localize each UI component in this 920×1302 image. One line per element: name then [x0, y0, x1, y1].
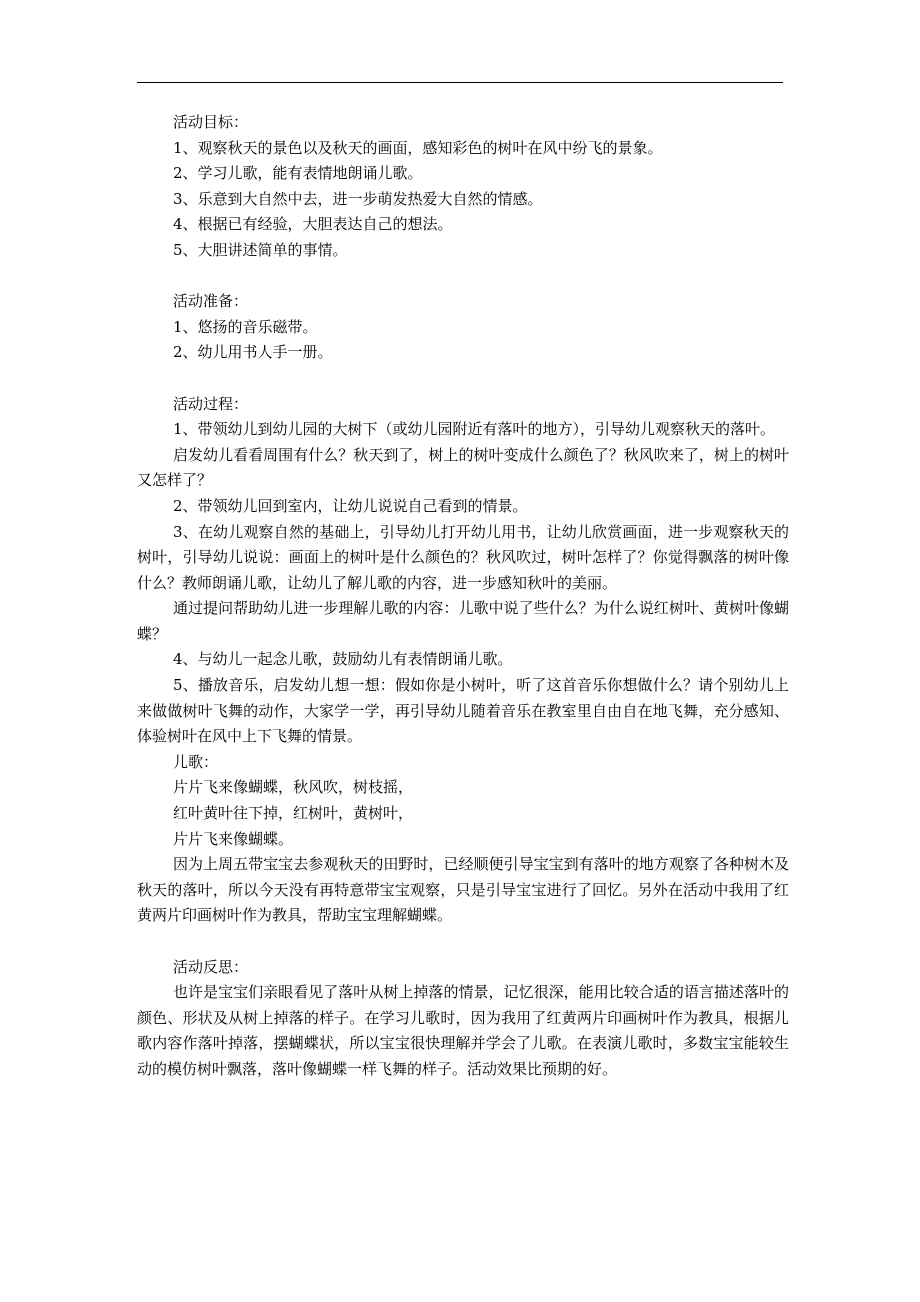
process-paragraph: 4、与幼儿一起念儿歌，鼓励幼儿有表情朗诵儿歌。 — [173, 650, 513, 669]
goals-section — [137, 110, 789, 264]
poem-line: 红叶黄叶往下掉，红树叶，黄树叶， — [173, 804, 414, 823]
preparation-item: 1、悠扬的音乐磁带。 — [173, 317, 318, 336]
goal-item: 3、乐意到大自然中去，进一步萌发热爱大自然的情感。 — [173, 189, 543, 208]
process-paragraph: 启发幼儿看看周围有什么？秋天到了，树上的树叶变成什么颜色了？秋风吹来了，树上的树叶又怎样了？ — [137, 445, 789, 490]
process-paragraph: 5、播放音乐，启发幼儿想一想：假如你是小树叶，听了这首音乐你想做什么？请个别幼儿上来做做树叶飞舞的动作，大家学一学，再引导幼儿随着音乐在教室里自由自在地飞舞，充分感知、体验树叶在风中上下飞舞的情景。 — [137, 676, 789, 746]
poem-line: 片片飞来像蝴蝶，秋风吹，树枝摇， — [173, 778, 414, 797]
goal-item: 1、观察秋天的景色以及秋天的画面，感知彩色的树叶在风中纷飞的景象。 — [173, 138, 663, 157]
preparation-section — [137, 289, 789, 366]
goal-item: 5、大胆讲述简单的事情。 — [173, 240, 348, 259]
process-paragraph: 3、在幼儿观察自然的基础上，引导幼儿打开幼儿用书，让幼儿欣赏画面，进一步观察秋天的树叶，引导幼儿说说：画面上的树叶是什么颜色的？秋风吹过，树叶怎样了？你觉得飘落的树叶像什么？教师朗诵儿歌，让幼儿了解儿歌的内容，进一步感知秋叶的美丽。 — [137, 522, 789, 592]
section-gap — [137, 366, 789, 392]
process-paragraph: 1、带领幼儿到幼儿园的大树下（或幼儿园附近有落叶的地方），引导幼儿观察秋天的落叶。 — [173, 420, 776, 439]
reflection-heading: 活动反思： — [173, 957, 249, 976]
poem-heading: 儿歌： — [173, 752, 219, 771]
goals-heading: 活动目标： — [173, 113, 249, 131]
reflection-section — [137, 955, 789, 1083]
process-note: 因为上周五带宝宝去参观秋天的田野时，已经顺便引导宝宝到有落叶的地方观察了各种树木及秋天的落叶，所以今天没有再特意带宝宝观察，只是引导宝宝进行了回忆。另外在活动中我用了红黄两片印画树叶作为教具，帮助宝宝理解蝴蝶。 — [137, 855, 789, 925]
section-gap — [137, 264, 789, 290]
preparation-heading: 活动准备： — [173, 292, 249, 311]
reflection-text: 也许是宝宝们亲眼看见了落叶从树上掉落的情景，记忆很深，能用比较合适的语言描述落叶的颜色、形状及从树上掉落的样子。在学习儿歌时，因为我用了红黄两片印画树叶作为教具，根据儿歌内容作落叶掉落，摆蝴蝶状，所以宝宝很快理解并学会了儿歌。在表演儿歌时，多数宝宝能较生动的模仿树叶飘落，落叶像蝴蝶一样飞舞的样子。活动效果比预期的好。 — [137, 983, 789, 1078]
poem-line: 片片飞来像蝴蝶。 — [173, 829, 294, 848]
goal-item: 4、根据已有经验，大胆表达自己的想法。 — [173, 215, 453, 234]
goal-item: 2、学习儿歌，能有表情地朗诵儿歌。 — [173, 164, 423, 183]
document-body — [137, 110, 789, 1083]
section-gap — [137, 929, 789, 955]
process-paragraph: 2、带领幼儿回到室内，让幼儿说说自己看到的情景。 — [173, 496, 528, 515]
header-rule — [137, 82, 783, 83]
preparation-item: 2、幼儿用书人手一册。 — [173, 343, 333, 362]
process-heading: 活动过程： — [173, 394, 249, 413]
process-paragraph: 通过提问帮助幼儿进一步理解儿歌的内容：儿歌中说了些什么？为什么说红树叶、黄树叶像蝴蝶？ — [137, 599, 789, 643]
process-section — [137, 392, 789, 929]
